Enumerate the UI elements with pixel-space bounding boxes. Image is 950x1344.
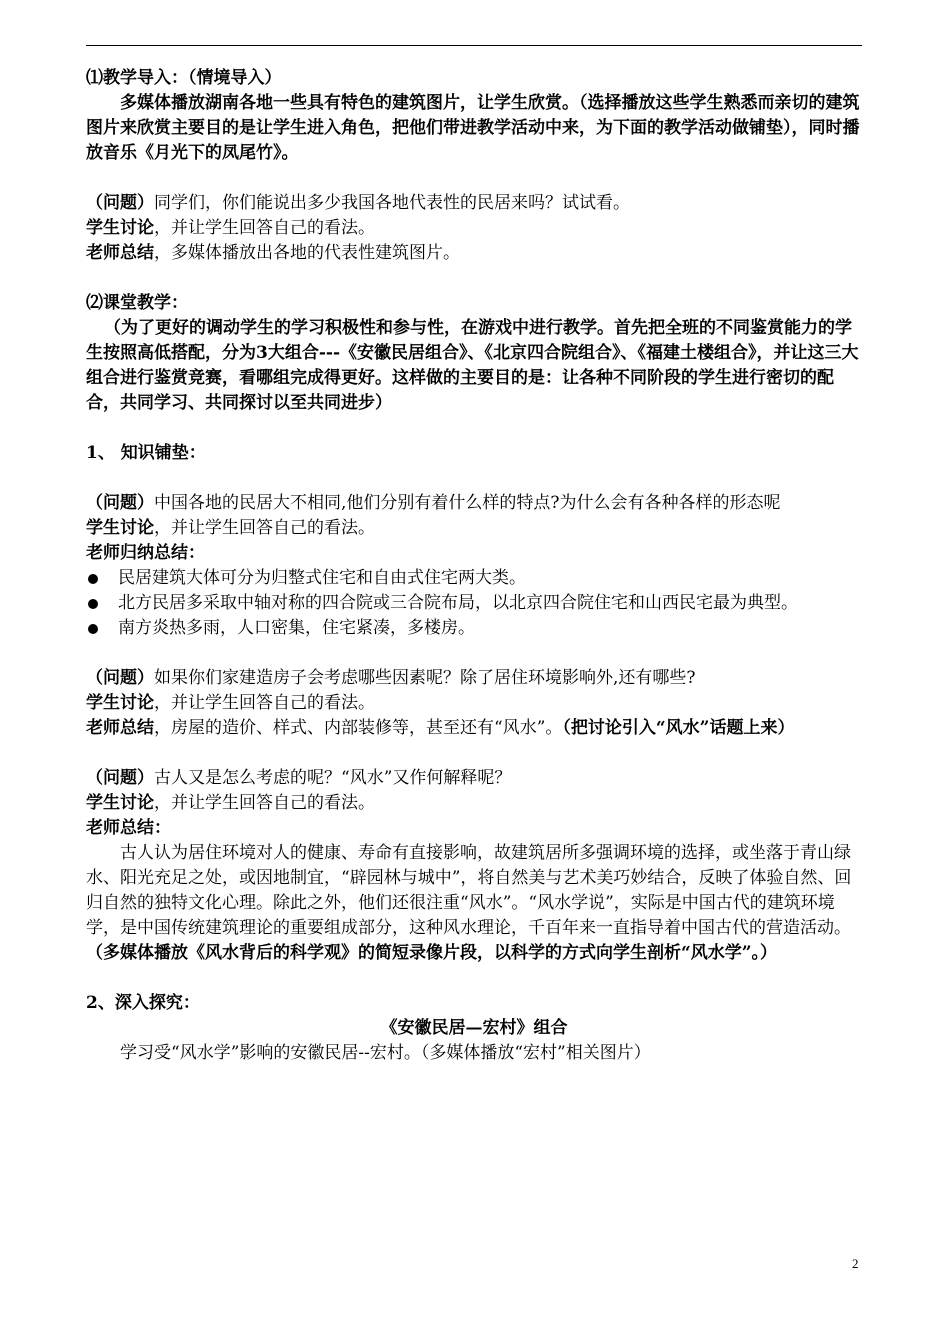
- list-item: [86, 616, 862, 641]
- discussion-label: 学生讨论: [86, 518, 154, 538]
- question-line: [86, 191, 862, 216]
- question-text: 古人又是怎么考虑的呢？“风水”又作何解释呢？: [154, 768, 512, 788]
- summary-line: [86, 241, 862, 266]
- list-item-text: 民居建筑大体可分为归整式住宅和自由式住宅两大类。: [118, 568, 526, 588]
- intro-paragraph: 多媒体播放湖南各地一些具有特色的建筑图片，让学生欣赏。（选择播放这些学生熟悉而亲切的建筑图片来欣赏主要目的是让学生进入角色，把他们带进教学活动中来，为下面的教学活动做铺垫），同时播放音乐《月光下的凤尾竹》。: [86, 93, 860, 163]
- summary-paragraph: [86, 716, 862, 741]
- list-item-text: 北方民居多采取中轴对称的四合院或三合院布局，以北京四合院住宅和山西民宅最为典型。: [118, 593, 798, 613]
- discussion-line: [86, 791, 862, 816]
- bullet-icon: [88, 624, 98, 634]
- summary-text: ，房屋的造价、样式、内部装修等，甚至还有“风水”。: [154, 718, 563, 738]
- discussion-line: [86, 216, 862, 241]
- document-body: [86, 66, 862, 1066]
- summary-bullet-list: [86, 566, 862, 641]
- discussion-text: ，并让学生回答自己的看法。: [154, 693, 375, 713]
- discussion-text: ，并让学生回答自己的看法。: [154, 793, 375, 813]
- question-label: （问题）: [86, 493, 154, 513]
- question-text: 如果你们家建造房子会考虑哪些因素呢？除了居住环境影响外,还有哪些?: [154, 668, 696, 688]
- summary-label: 老师总结: [86, 243, 154, 263]
- section-heading-explore: 2、深入探究：: [86, 993, 200, 1013]
- section-heading-intro: ⑴教学导入：（情境导入）: [86, 68, 282, 88]
- question-text: 同学们，你们能说出多少我国各地代表性的民居来吗？试试看。: [154, 193, 630, 213]
- fengshui-paragraph: [86, 841, 862, 966]
- list-item: [86, 566, 862, 591]
- section-heading-classroom: ⑵课堂教学：: [86, 293, 188, 313]
- fengshui-note: （多媒体播放《风水背后的科学观》的简短录像片段，以科学的方式向学生剖析“风水学”。）: [86, 943, 778, 963]
- group-title: 《安徽民居—宏村》组合: [380, 1018, 568, 1038]
- question-label: （问题）: [86, 668, 154, 688]
- summary-text: ，多媒体播放出各地的代表性建筑图片。: [154, 243, 460, 263]
- summary-label: 老师归纳总结：: [86, 543, 205, 563]
- bullet-icon: [88, 574, 98, 584]
- explore-paragraph: 学习受“风水学”影响的安徽民居--宏村。（多媒体播放“宏村”相关图片）: [120, 1043, 651, 1063]
- list-item: [86, 591, 862, 616]
- question-label: （问题）: [86, 768, 154, 788]
- discussion-line: [86, 516, 862, 541]
- summary-label: 老师总结: [86, 718, 154, 738]
- header-rule: [86, 45, 862, 46]
- section-heading-knowledge: 1、 知识铺垫：: [86, 443, 206, 463]
- list-item-text: 南方炎热多雨，人口密集，住宅紧凑，多楼房。: [118, 618, 475, 638]
- summary-note: （把讨论引入“风水”话题上来）: [562, 718, 795, 738]
- question-line: [86, 491, 862, 516]
- discussion-label: 学生讨论: [86, 693, 154, 713]
- discussion-label: 学生讨论: [86, 793, 154, 813]
- question-line: [86, 666, 862, 691]
- question-text: 中国各地的民居大不相同,他们分别有着什么样的特点?为什么会有各种各样的形态呢: [154, 493, 781, 513]
- discussion-text: ，并让学生回答自己的看法。: [154, 218, 375, 238]
- discussion-text: ，并让学生回答自己的看法。: [154, 518, 375, 538]
- discussion-label: 学生讨论: [86, 218, 154, 238]
- bullet-icon: [88, 599, 98, 609]
- discussion-line: [86, 691, 862, 716]
- question-label: （问题）: [86, 193, 154, 213]
- summary-label: 老师总结：: [86, 818, 171, 838]
- page-number: 2: [852, 1256, 859, 1271]
- classroom-paragraph: （为了更好的调动学生的学习积极性和参与性，在游戏中进行教学。首先把全班的不同鉴赏能力的学生按照高低搭配，分为3大组合---《安徽民居组合》、《北京四合院组合》、《福建土楼组合》，并让这三大组合进行鉴赏竞赛，看哪组完成得更好。这样做的主要目的是：让各种不同阶段的学生进行密切的配合，共同学习、共同探讨以至共同进步）: [86, 318, 859, 413]
- question-line: [86, 766, 862, 791]
- fengshui-text: 古人认为居住环境对人的健康、寿命有直接影响，故建筑居所多强调环境的选择，或坐落于青山绿水、阳光充足之处，或因地制宜，“辟园林与城中”，将自然美与艺术美巧妙结合，反映了体验自然、回归自然的独特文化心理。除此之外，他们还很注重“风水”。“风水学说”，实际是中国古代的建筑环境学，是中国传统建筑理论的重要组成部分，这种风水理论，千百年来一直指导着中国古代的营造活动。: [86, 843, 852, 938]
